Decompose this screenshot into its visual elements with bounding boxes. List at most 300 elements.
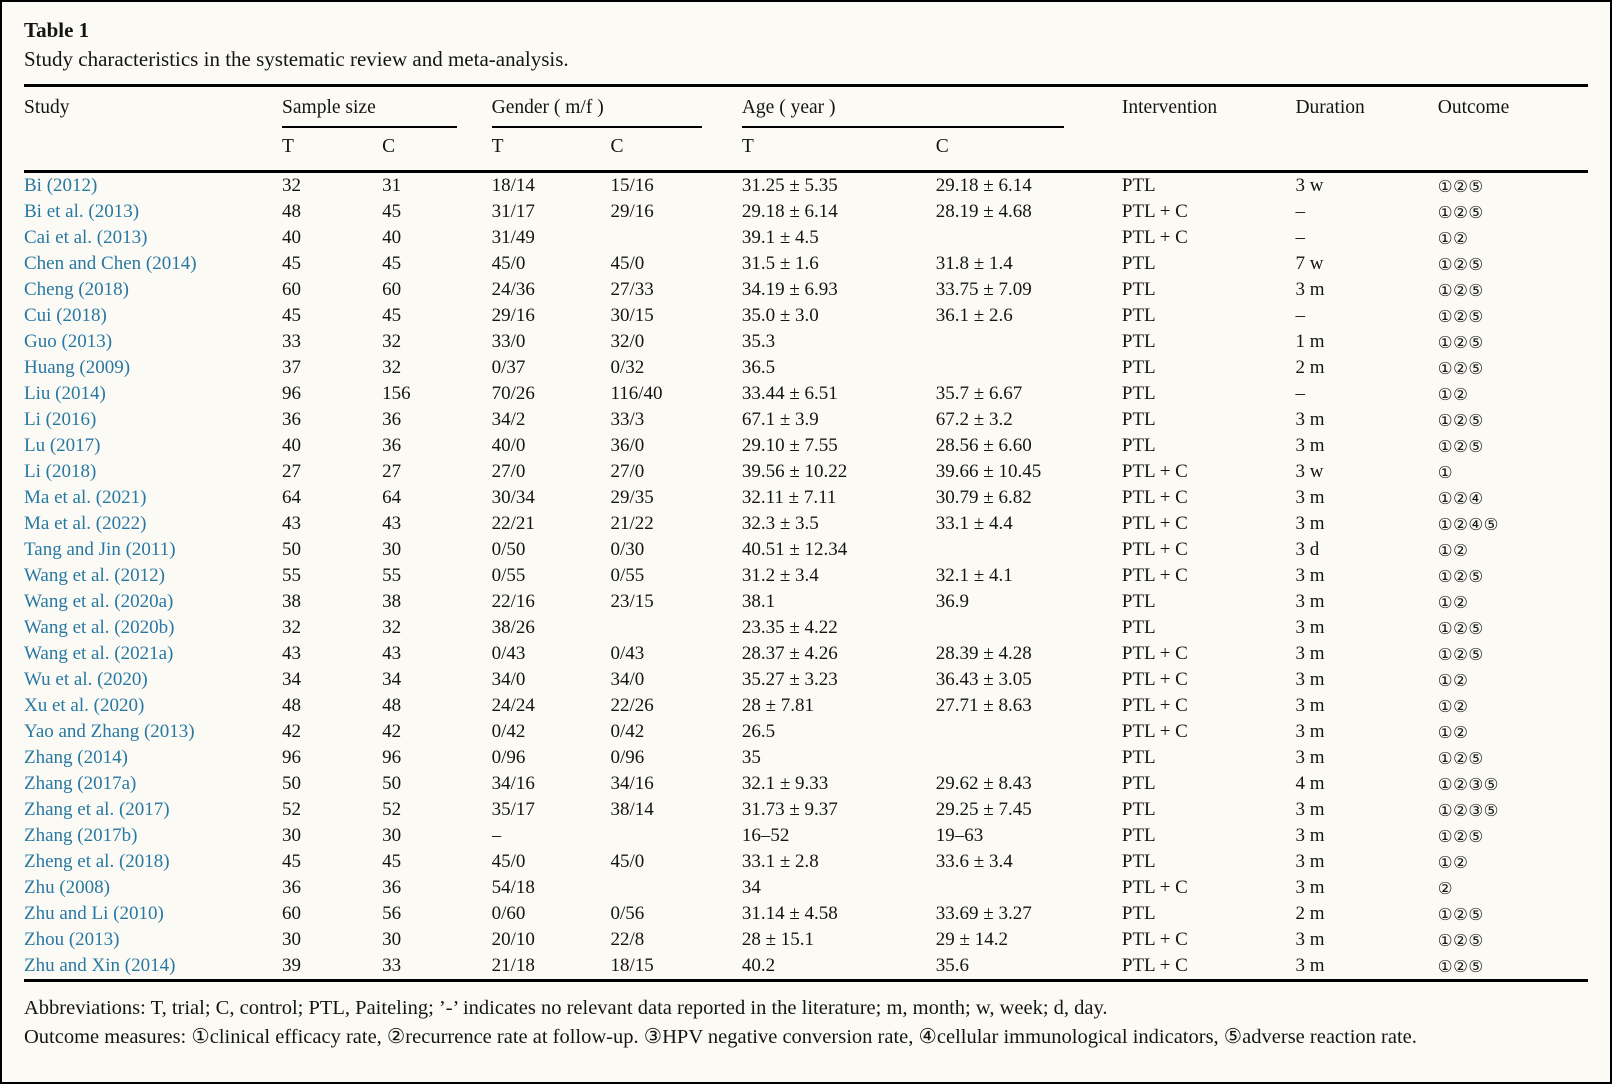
cell-duration: 2 m — [1295, 357, 1325, 378]
cell-outcome: ①②⑤ — [1437, 826, 1484, 846]
cell-sample-t: 38 — [282, 591, 302, 612]
cell-gender-c: 27/33 — [610, 279, 654, 300]
column-group-sample-size: Sample size — [282, 86, 492, 133]
cell-age-t: 29.18 ± 6.14 — [741, 201, 838, 222]
cell-age-t: 23.35 ± 4.22 — [741, 617, 838, 638]
study-link[interactable]: Cui (2018) — [24, 305, 107, 326]
cell-gender-t: 70/26 — [491, 383, 535, 404]
table-row — [24, 771, 1588, 797]
cell-study — [24, 849, 282, 875]
cell-study — [24, 953, 282, 981]
cell-gender-c: 45/0 — [610, 851, 645, 872]
cell-age-c: 28.19 ± 4.68 — [935, 201, 1032, 222]
cell-intervention: PTL — [1121, 175, 1156, 196]
cell-sample-c: 38 — [382, 591, 402, 612]
cell-age-c: 33.69 ± 3.27 — [935, 903, 1032, 924]
cell-age-t: 34.19 ± 6.93 — [741, 279, 838, 300]
cell-age-t: 40.2 — [741, 955, 776, 976]
cell-age-t: 35.3 — [741, 331, 776, 352]
cell-intervention: PTL + C — [1121, 929, 1188, 950]
cell-gender-c: 21/22 — [610, 513, 654, 534]
column-header-duration: Duration — [1295, 97, 1365, 118]
cell-sample-t: 55 — [282, 565, 302, 586]
cell-gender-t: 22/21 — [491, 513, 535, 534]
cell-outcome: ② — [1437, 878, 1454, 898]
table-row — [24, 303, 1588, 329]
cell-study — [24, 277, 282, 303]
table-row — [24, 589, 1588, 615]
study-link[interactable]: Zhu and Xin (2014) — [24, 955, 176, 976]
cell-outcome: ①②④ — [1437, 488, 1484, 508]
table-row — [24, 641, 1588, 667]
cell-sample-t: 52 — [282, 799, 302, 820]
cell-sample-c: 36 — [382, 435, 402, 456]
cell-age-c: 27.71 ± 8.63 — [935, 695, 1032, 716]
table-row — [24, 667, 1588, 693]
cell-age-c: 33.75 ± 7.09 — [935, 279, 1032, 300]
cell-sample-t: 30 — [282, 825, 302, 846]
cell-duration: 3 m — [1295, 955, 1325, 976]
cell-gender-t: 21/18 — [491, 955, 535, 976]
cell-intervention: PTL — [1121, 253, 1156, 274]
cell-intervention: PTL + C — [1121, 669, 1188, 690]
cell-sample-c: 40 — [382, 227, 402, 248]
cell-outcome: ①② — [1437, 852, 1469, 872]
cell-age-t: 33.1 ± 2.8 — [741, 851, 819, 872]
cell-sample-c: 45 — [382, 305, 402, 326]
cell-study — [24, 459, 282, 485]
outcome-measures-note: Outcome measures: ①clinical efficacy rate, ②recurrence rate at follow-up. ③HPV negative conversion rate, ④cellular immunological indicators, ⑤adverse reaction rate. — [24, 1026, 1417, 1049]
cell-duration: 3 m — [1295, 513, 1325, 534]
cell-study — [24, 719, 282, 745]
cell-study — [24, 329, 282, 355]
cell-age-c — [936, 745, 1122, 771]
cell-gender-t: 34/16 — [491, 773, 535, 794]
study-link[interactable]: Tang and Jin (2011) — [24, 539, 176, 560]
cell-intervention: PTL + C — [1121, 539, 1188, 560]
cell-sample-t: 32 — [282, 617, 302, 638]
cell-age-t: 34 — [741, 877, 761, 898]
cell-gender-c: 34/0 — [610, 669, 645, 690]
study-link[interactable]: Xu et al. (2020) — [24, 695, 145, 716]
cell-sample-t: 43 — [282, 643, 302, 664]
table-row — [24, 563, 1588, 589]
cell-duration: 3 m — [1295, 591, 1325, 612]
cell-outcome: ①②⑤ — [1437, 644, 1484, 664]
cell-duration: 3 m — [1295, 851, 1325, 872]
abbreviations-note: Abbreviations: T, trial; C, control; PTL, Paiteling; ’-’ indicates no relevant data reported in the literature; m, month; w, week; d, day. — [24, 997, 1108, 1019]
cell-age-t: 29.10 ± 7.55 — [741, 435, 838, 456]
cell-outcome: ①② — [1437, 592, 1469, 612]
cell-age-t: 16–52 — [741, 825, 790, 846]
cell-intervention: PTL — [1121, 747, 1156, 768]
study-link[interactable]: Liu (2014) — [24, 383, 106, 404]
cell-sample-t: 32 — [282, 175, 302, 196]
cell-outcome: ①② — [1437, 670, 1469, 690]
cell-intervention: PTL + C — [1121, 227, 1188, 248]
cell-age-c: 31.8 ± 1.4 — [935, 253, 1013, 274]
cell-age-c — [936, 225, 1122, 251]
cell-age-c — [936, 329, 1122, 355]
study-link[interactable]: Guo (2013) — [24, 331, 113, 352]
study-link[interactable]: Zheng et al. (2018) — [24, 851, 170, 872]
cell-sample-t: 36 — [282, 877, 302, 898]
cell-study — [24, 771, 282, 797]
study-link[interactable]: Wang et al. (2020a) — [24, 591, 174, 612]
table-row — [24, 459, 1588, 485]
cell-intervention: PTL — [1121, 383, 1156, 404]
table-row — [24, 719, 1588, 745]
cell-gender-t: 20/10 — [491, 929, 535, 950]
study-link[interactable]: Li (2018) — [24, 461, 97, 482]
study-link[interactable]: Chen and Chen (2014) — [24, 253, 197, 274]
cell-age-t: 32.1 ± 9.33 — [741, 773, 829, 794]
cell-gender-c: 45/0 — [610, 253, 645, 274]
cell-gender-c: 0/96 — [610, 747, 645, 768]
cell-study — [24, 797, 282, 823]
table-row — [24, 381, 1588, 407]
cell-gender-c — [610, 875, 741, 901]
cell-outcome: ①②⑤ — [1437, 410, 1484, 430]
cell-age-c: 29.62 ± 8.43 — [935, 773, 1032, 794]
cell-sample-t: 40 — [282, 435, 302, 456]
cell-sample-t: 60 — [282, 903, 302, 924]
cell-gender-t: 38/26 — [491, 617, 535, 638]
cell-sample-c: 48 — [382, 695, 402, 716]
cell-sample-t: 27 — [282, 461, 302, 482]
cell-gender-t: 24/24 — [491, 695, 535, 716]
cell-gender-t: 30/34 — [491, 487, 535, 508]
cell-sample-c: 32 — [382, 617, 402, 638]
subheader-sample-t: T — [282, 136, 294, 157]
cell-intervention: PTL + C — [1121, 201, 1188, 222]
study-link[interactable]: Wu et al. (2020) — [24, 669, 148, 690]
cell-gender-t: – — [491, 825, 502, 846]
cell-sample-c: 36 — [382, 877, 402, 898]
cell-age-t: 31.2 ± 3.4 — [741, 565, 819, 586]
cell-sample-t: 37 — [282, 357, 302, 378]
study-link[interactable]: Ma et al. (2021) — [24, 487, 147, 508]
cell-outcome: ①②⑤ — [1437, 332, 1484, 352]
cell-intervention: PTL + C — [1121, 461, 1188, 482]
cell-gender-t: 29/16 — [491, 305, 535, 326]
cell-gender-t: 22/16 — [491, 591, 535, 612]
cell-gender-t: 0/43 — [491, 643, 526, 664]
cell-age-t: 36.5 — [741, 357, 776, 378]
cell-duration: 3 m — [1295, 747, 1325, 768]
cell-gender-t: 0/37 — [491, 357, 526, 378]
study-link[interactable]: Zhang (2017b) — [24, 825, 138, 846]
cell-study — [24, 355, 282, 381]
table-row — [24, 953, 1588, 981]
cell-outcome: ①②④⑤ — [1437, 514, 1499, 534]
cell-gender-c: 18/15 — [610, 955, 654, 976]
cell-sample-t: 30 — [282, 929, 302, 950]
study-link[interactable]: Huang (2009) — [24, 357, 131, 378]
cell-study — [24, 251, 282, 277]
study-link[interactable]: Cheng (2018) — [24, 279, 130, 300]
cell-sample-c: 34 — [382, 669, 402, 690]
table-row — [24, 329, 1588, 355]
cell-age-t: 39.1 ± 4.5 — [741, 227, 819, 248]
cell-gender-c: 33/3 — [610, 409, 645, 430]
cell-duration: 3 m — [1295, 721, 1325, 742]
cell-study — [24, 381, 282, 407]
cell-age-t: 32.3 ± 3.5 — [741, 513, 819, 534]
cell-gender-t: 54/18 — [491, 877, 535, 898]
table-row — [24, 797, 1588, 823]
subheader-age-t: T — [741, 136, 754, 157]
subheader-gender-c: C — [610, 136, 624, 157]
cell-study — [24, 225, 282, 251]
table-row — [24, 927, 1588, 953]
table-row — [24, 875, 1588, 901]
subheader-age-c: C — [935, 136, 949, 157]
study-link[interactable]: Bi et al. (2013) — [24, 201, 140, 222]
cell-sample-c: 45 — [382, 851, 402, 872]
cell-duration: – — [1295, 383, 1305, 404]
cell-study — [24, 901, 282, 927]
cell-age-t: 28 ± 15.1 — [741, 929, 815, 950]
cell-sample-t: 43 — [282, 513, 302, 534]
cell-outcome: ①②⑤ — [1437, 358, 1484, 378]
cell-sample-t: 42 — [282, 721, 302, 742]
study-link[interactable]: Wang et al. (2020b) — [24, 617, 175, 638]
cell-gender-c: 0/56 — [610, 903, 645, 924]
cell-gender-c: 32/0 — [610, 331, 645, 352]
cell-duration: 3 m — [1295, 565, 1325, 586]
table-row — [24, 355, 1588, 381]
cell-age-t: 31.14 ± 4.58 — [741, 903, 838, 924]
cell-gender-t: 27/0 — [491, 461, 526, 482]
cell-sample-t: 45 — [282, 851, 302, 872]
cell-age-c — [936, 615, 1122, 641]
study-link[interactable]: Zhang (2014) — [24, 747, 128, 768]
table-row — [24, 251, 1588, 277]
footnotes — [24, 994, 1588, 1052]
cell-sample-t: 96 — [282, 383, 302, 404]
cell-intervention: PTL + C — [1121, 513, 1188, 534]
cell-study — [24, 199, 282, 225]
cell-gender-t: 34/2 — [491, 409, 526, 430]
cell-duration: 3 m — [1295, 643, 1325, 664]
cell-duration: 3 m — [1295, 279, 1325, 300]
cell-outcome: ① — [1437, 462, 1454, 482]
cell-sample-c: 56 — [382, 903, 402, 924]
cell-age-c: 36.1 ± 2.6 — [935, 305, 1013, 326]
column-header-study: Study — [24, 97, 70, 118]
cell-sample-t: 33 — [282, 331, 302, 352]
cell-age-c — [936, 537, 1122, 563]
cell-sample-t: 60 — [282, 279, 302, 300]
cell-sample-c: 43 — [382, 513, 402, 534]
cell-age-t: 33.44 ± 6.51 — [741, 383, 838, 404]
cell-outcome: ①②③⑤ — [1437, 800, 1499, 820]
cell-gender-c — [610, 823, 741, 849]
study-link[interactable]: Wang et al. (2021a) — [24, 643, 174, 664]
cell-outcome: ①②⑤ — [1437, 956, 1484, 976]
cell-sample-t: 48 — [282, 201, 302, 222]
study-characteristics-table — [24, 84, 1588, 982]
cell-sample-c: 30 — [382, 825, 402, 846]
cell-sample-c: 96 — [382, 747, 402, 768]
study-link[interactable]: Li (2016) — [24, 409, 97, 430]
cell-sample-c: 45 — [382, 253, 402, 274]
study-link[interactable]: Yao and Zhang (2013) — [24, 721, 195, 742]
cell-intervention: PTL + C — [1121, 643, 1188, 664]
cell-gender-c: 0/42 — [610, 721, 645, 742]
table-caption: Study characteristics in the systematic review and meta-analysis. — [24, 47, 569, 71]
cell-sample-t: 50 — [282, 539, 302, 560]
cell-age-t: 31.5 ± 1.6 — [741, 253, 819, 274]
table-row — [24, 901, 1588, 927]
study-link[interactable]: Lu (2017) — [24, 435, 101, 456]
cell-outcome: ①②⑤ — [1437, 176, 1484, 196]
column-header-outcome: Outcome — [1437, 97, 1510, 118]
cell-gender-t: 40/0 — [491, 435, 526, 456]
cell-sample-c: 32 — [382, 357, 402, 378]
cell-duration: 3 m — [1295, 929, 1325, 950]
cell-sample-t: 34 — [282, 669, 302, 690]
cell-gender-c: 27/0 — [610, 461, 645, 482]
table-row — [24, 172, 1588, 200]
cell-age-c — [936, 719, 1122, 745]
table-row — [24, 407, 1588, 433]
cell-duration: 3 w — [1295, 175, 1324, 196]
cell-gender-c — [610, 615, 741, 641]
cell-intervention: PTL — [1121, 357, 1156, 378]
cell-sample-c: 33 — [382, 955, 402, 976]
cell-sample-c: 45 — [382, 201, 402, 222]
cell-outcome: ①②⑤ — [1437, 904, 1484, 924]
cell-outcome: ①②⑤ — [1437, 202, 1484, 222]
cell-age-t: 40.51 ± 12.34 — [741, 539, 848, 560]
cell-outcome: ①②⑤ — [1437, 618, 1484, 638]
study-link[interactable]: Zhu (2008) — [24, 877, 111, 898]
cell-outcome: ①②⑤ — [1437, 566, 1484, 586]
column-header-intervention: Intervention — [1121, 97, 1218, 118]
table-row — [24, 849, 1588, 875]
cell-intervention: PTL + C — [1121, 877, 1188, 898]
cell-sample-c: 50 — [382, 773, 402, 794]
cell-outcome: ①② — [1437, 722, 1469, 742]
cell-study — [24, 667, 282, 693]
cell-age-t: 39.56 ± 10.22 — [741, 461, 848, 482]
cell-intervention: PTL — [1121, 617, 1156, 638]
study-link[interactable]: Ma et al. (2022) — [24, 513, 147, 534]
study-link[interactable]: Cai et al. (2013) — [24, 227, 148, 248]
cell-duration: 3 m — [1295, 799, 1325, 820]
cell-age-c: 36.43 ± 3.05 — [935, 669, 1032, 690]
cell-duration: 3 d — [1295, 539, 1320, 560]
cell-gender-c: 116/40 — [610, 383, 663, 404]
table-row — [24, 693, 1588, 719]
study-link[interactable]: Zhang (2017a) — [24, 773, 137, 794]
table-header — [24, 86, 1588, 172]
cell-sample-c: 36 — [382, 409, 402, 430]
cell-gender-t: 33/0 — [491, 331, 526, 352]
cell-study — [24, 407, 282, 433]
cell-sample-c: 60 — [382, 279, 402, 300]
cell-age-t: 31.25 ± 5.35 — [741, 175, 838, 196]
study-link[interactable]: Zhang et al. (2017) — [24, 799, 170, 820]
cell-sample-c: 55 — [382, 565, 402, 586]
study-link[interactable]: Wang et al. (2012) — [24, 565, 165, 586]
cell-age-t: 35.0 ± 3.0 — [741, 305, 819, 326]
cell-gender-c — [610, 225, 741, 251]
cell-intervention: PTL — [1121, 591, 1156, 612]
cell-sample-c: 27 — [382, 461, 402, 482]
cell-age-t: 32.11 ± 7.11 — [741, 487, 837, 508]
cell-duration: 3 m — [1295, 877, 1325, 898]
cell-age-t: 35.27 ± 3.23 — [741, 669, 838, 690]
cell-study — [24, 927, 282, 953]
cell-age-c: 19–63 — [935, 825, 984, 846]
cell-sample-c: 156 — [382, 383, 411, 404]
cell-gender-t: 35/17 — [491, 799, 535, 820]
cell-age-c: 28.39 ± 4.28 — [935, 643, 1032, 664]
cell-age-c: 35.6 — [935, 955, 970, 976]
cell-age-c: 33.6 ± 3.4 — [935, 851, 1013, 872]
cell-age-c: 28.56 ± 6.60 — [935, 435, 1032, 456]
cell-duration: 3 m — [1295, 435, 1325, 456]
cell-gender-c: 22/26 — [610, 695, 654, 716]
cell-age-c: 36.9 — [935, 591, 970, 612]
cell-intervention: PTL + C — [1121, 955, 1188, 976]
cell-gender-c: 0/30 — [610, 539, 645, 560]
subheader-sample-c: C — [382, 136, 396, 157]
cell-duration: 3 m — [1295, 409, 1325, 430]
cell-duration: 7 w — [1295, 253, 1324, 274]
cell-age-c: 39.66 ± 10.45 — [935, 461, 1042, 482]
cell-gender-c: 0/55 — [610, 565, 645, 586]
cell-outcome: ①②⑤ — [1437, 306, 1484, 326]
study-link[interactable]: Bi (2012) — [24, 175, 98, 196]
cell-sample-t: 96 — [282, 747, 302, 768]
cell-age-t: 26.5 — [741, 721, 776, 742]
table-row — [24, 277, 1588, 303]
cell-age-t: 28 ± 7.81 — [741, 695, 815, 716]
cell-intervention: PTL — [1121, 279, 1156, 300]
cell-study — [24, 589, 282, 615]
cell-gender-c: 22/8 — [610, 929, 645, 950]
table-row — [24, 485, 1588, 511]
cell-age-t: 67.1 ± 3.9 — [741, 409, 819, 430]
cell-outcome: ①② — [1437, 384, 1469, 404]
cell-intervention: PTL + C — [1121, 695, 1188, 716]
cell-outcome: ①②⑤ — [1437, 748, 1484, 768]
cell-duration: 3 m — [1295, 669, 1325, 690]
table-label: Table 1 — [24, 18, 90, 42]
cell-gender-c: 30/15 — [610, 305, 654, 326]
cell-intervention: PTL — [1121, 305, 1156, 326]
table-row — [24, 511, 1588, 537]
cell-duration: 3 m — [1295, 487, 1325, 508]
cell-age-c: 32.1 ± 4.1 — [935, 565, 1013, 586]
cell-gender-t: 0/42 — [491, 721, 526, 742]
cell-sample-t: 36 — [282, 409, 302, 430]
cell-gender-c: 15/16 — [610, 175, 654, 196]
table-row — [24, 225, 1588, 251]
cell-outcome: ①②⑤ — [1437, 436, 1484, 456]
cell-gender-t: 0/96 — [491, 747, 526, 768]
study-link[interactable]: Zhu and Li (2010) — [24, 903, 164, 924]
cell-sample-c: 42 — [382, 721, 402, 742]
table-row — [24, 745, 1588, 771]
cell-intervention: PTL — [1121, 903, 1156, 924]
study-link[interactable]: Zhou (2013) — [24, 929, 120, 950]
cell-sample-c: 43 — [382, 643, 402, 664]
